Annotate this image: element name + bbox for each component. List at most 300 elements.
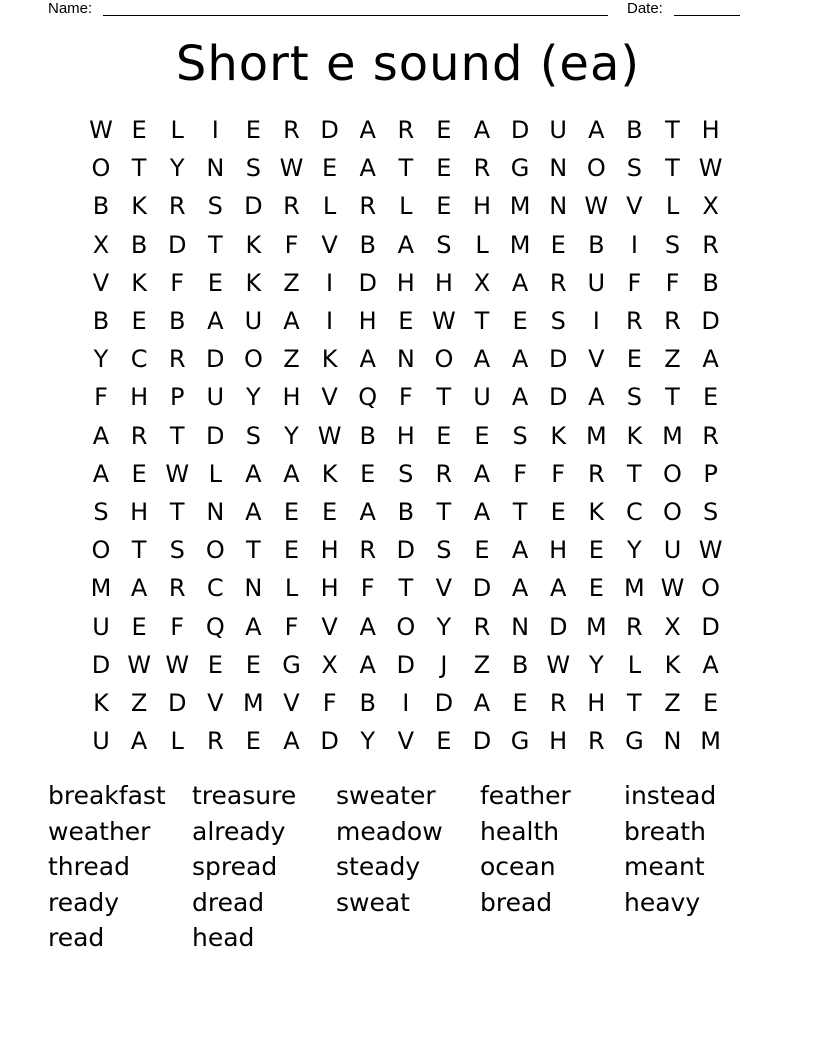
grid-letter[interactable]: Q (205, 612, 225, 641)
grid-letter[interactable]: H (701, 116, 720, 144)
grid-letter[interactable]: R (206, 727, 224, 756)
grid-letter[interactable]: Y (284, 421, 299, 450)
grid-letter[interactable]: L (284, 574, 299, 603)
grid-letter[interactable]: L (170, 116, 184, 144)
grid-letter[interactable]: I (211, 116, 219, 144)
grid-letter[interactable]: Q (358, 383, 378, 412)
grid-letter[interactable]: V (588, 345, 605, 374)
grid-letter[interactable]: F (284, 230, 299, 259)
grid-letter[interactable]: A (245, 612, 262, 641)
grid-letter[interactable]: N (244, 574, 263, 603)
grid-letter[interactable]: Y (360, 727, 376, 756)
grid-letter[interactable]: S (550, 307, 566, 335)
grid-letter[interactable]: H (549, 727, 568, 756)
grid-letter[interactable]: A (359, 345, 376, 374)
grid-letter[interactable]: D (167, 230, 187, 259)
grid-letter[interactable]: N (549, 154, 568, 183)
grid-letter[interactable]: T (665, 154, 680, 183)
grid-letter[interactable]: I (326, 268, 334, 297)
grid-letter[interactable]: A (511, 268, 529, 297)
grid-letter[interactable]: E (131, 116, 147, 144)
grid-letter[interactable]: A (511, 383, 529, 412)
grid-letter[interactable]: H (549, 536, 568, 565)
word-bank-item: weather (48, 816, 151, 846)
grid-letter[interactable]: R (359, 192, 377, 221)
grid-letter[interactable]: O (663, 459, 682, 488)
grid-letter[interactable]: Z (283, 268, 300, 297)
grid-letter[interactable]: R (397, 116, 415, 144)
grid-letter[interactable]: S (436, 230, 452, 259)
grid-letter[interactable]: S (626, 154, 642, 183)
grid-letter[interactable]: T (398, 574, 414, 603)
grid-letter[interactable]: D (434, 689, 454, 717)
grid-letter[interactable]: K (664, 650, 681, 679)
grid-letter[interactable]: O (701, 574, 721, 603)
grid-letter[interactable]: U (549, 116, 567, 144)
grid-letter[interactable]: E (436, 727, 452, 756)
grid-letter[interactable]: D (91, 650, 111, 679)
grid-letter[interactable]: A (359, 612, 376, 641)
grid-letter[interactable]: T (436, 498, 452, 526)
grid-letter[interactable]: R (473, 154, 491, 183)
grid-letter[interactable]: J (440, 650, 448, 679)
grid-letter[interactable]: D (358, 268, 377, 297)
grid-letter[interactable]: B (626, 116, 643, 144)
grid-letter[interactable]: V (321, 612, 338, 641)
grid-letter[interactable]: T (169, 498, 185, 526)
grid-letter[interactable]: N (511, 612, 530, 641)
grid-letter[interactable]: V (321, 383, 338, 412)
grid-letter[interactable]: Z (130, 689, 148, 717)
grid-letter[interactable]: A (397, 230, 414, 259)
grid-letter[interactable]: B (359, 230, 376, 259)
grid-letter[interactable]: K (626, 421, 643, 450)
grid-letter[interactable]: S (245, 421, 261, 450)
grid-letter[interactable]: T (512, 498, 528, 526)
grid-letter[interactable]: O (91, 536, 111, 565)
grid-letter[interactable]: L (627, 650, 642, 679)
grid-letter[interactable]: D (206, 421, 225, 450)
grid-letter[interactable]: D (548, 612, 568, 641)
grid-letter[interactable]: A (130, 574, 148, 603)
grid-letter[interactable]: V (92, 268, 110, 297)
grid-letter[interactable]: R (626, 307, 643, 335)
grid-letter[interactable]: S (664, 230, 681, 259)
grid-letter[interactable]: D (320, 727, 339, 756)
grid-letter[interactable]: S (93, 498, 109, 526)
grid-letter[interactable]: W (584, 192, 609, 221)
grid-letter[interactable]: A (359, 116, 376, 144)
grid-letter[interactable]: U (92, 727, 110, 756)
grid-letter[interactable]: B (359, 689, 376, 717)
grid-letter[interactable]: W (317, 421, 342, 450)
grid-letter[interactable]: R (587, 459, 605, 488)
grid-letter[interactable]: H (434, 268, 453, 297)
grid-letter[interactable]: K (321, 345, 338, 374)
grid-letter[interactable]: X (664, 612, 681, 641)
grid-letter[interactable]: E (474, 421, 490, 450)
grid-letter[interactable]: F (360, 574, 375, 603)
grid-letter[interactable]: M (585, 421, 607, 450)
grid-letter[interactable]: G (625, 727, 644, 756)
grid-letter[interactable]: E (436, 154, 452, 183)
grid-letter[interactable]: K (321, 459, 338, 488)
grid-letter[interactable]: T (169, 421, 185, 450)
grid-letter[interactable]: A (359, 154, 376, 183)
grid-letter[interactable]: T (398, 154, 414, 183)
grid-letter[interactable]: K (550, 421, 567, 450)
grid-letter[interactable]: T (436, 383, 452, 412)
grid-letter[interactable]: P (703, 459, 718, 488)
grid-letter[interactable]: E (283, 536, 300, 565)
grid-letter[interactable]: W (698, 154, 723, 183)
grid-letter[interactable]: A (549, 574, 567, 603)
grid-letter[interactable]: B (702, 268, 719, 297)
grid-letter[interactable]: X (473, 268, 491, 297)
grid-letter[interactable]: L (170, 727, 184, 756)
grid-letter[interactable]: D (396, 536, 416, 565)
grid-letter[interactable]: V (283, 689, 300, 717)
grid-letter[interactable]: A (283, 459, 300, 488)
grid-letter[interactable]: E (512, 689, 528, 717)
grid-letter[interactable]: W (279, 154, 304, 183)
grid-letter[interactable]: E (360, 459, 376, 488)
grid-letter[interactable]: E (207, 650, 223, 679)
grid-letter[interactable]: Y (169, 154, 185, 183)
grid-letter[interactable]: T (474, 307, 490, 335)
grid-letter[interactable]: R (587, 727, 605, 756)
grid-letter[interactable]: T (665, 383, 680, 412)
grid-letter[interactable]: R (702, 421, 719, 450)
grid-letter[interactable]: Y (436, 612, 452, 641)
grid-letter[interactable]: A (588, 116, 605, 144)
grid-letter[interactable]: D (472, 727, 492, 756)
grid-letter[interactable]: R (549, 268, 567, 297)
grid-letter[interactable]: F (665, 268, 680, 297)
grid-letter[interactable]: W (546, 650, 571, 679)
grid-letter[interactable]: A (92, 421, 110, 450)
grid-letter[interactable]: H (130, 498, 149, 526)
grid-letter[interactable]: W (165, 650, 190, 679)
grid-letter[interactable]: S (398, 459, 414, 488)
grid-letter[interactable]: A (473, 459, 491, 488)
grid-letter[interactable]: Y (627, 536, 642, 565)
grid-letter[interactable]: E (283, 498, 300, 526)
grid-letter[interactable]: N (206, 154, 225, 183)
grid-letter[interactable]: B (588, 230, 605, 259)
grid-letter[interactable]: A (245, 459, 262, 488)
grid-letter[interactable]: A (702, 345, 719, 374)
grid-letter[interactable]: F (170, 612, 185, 641)
grid-letter[interactable]: S (626, 383, 642, 412)
grid-letter[interactable]: R (130, 421, 148, 450)
grid-letter[interactable]: A (283, 307, 300, 335)
grid-letter[interactable]: M (624, 574, 645, 603)
grid-letter[interactable]: T (627, 689, 642, 717)
grid-letter[interactable]: X (92, 230, 110, 259)
grid-letter[interactable]: H (282, 383, 301, 412)
grid-letter[interactable]: M (662, 421, 683, 450)
grid-letter[interactable]: T (246, 536, 261, 565)
grid-letter[interactable]: N (206, 498, 225, 526)
grid-letter[interactable]: K (131, 192, 147, 221)
grid-letter[interactable]: K (245, 230, 262, 259)
grid-letter[interactable]: G (510, 154, 530, 183)
grid-letter[interactable]: A (473, 689, 491, 717)
grid-letter[interactable]: S (207, 192, 223, 221)
grid-letter[interactable]: P (169, 383, 185, 412)
word-bank (48, 778, 768, 958)
grid-letter[interactable]: A (473, 116, 491, 144)
grid-letter[interactable]: B (130, 230, 148, 259)
grid-letter[interactable]: D (472, 574, 492, 603)
word-bank-item: dread (192, 887, 265, 917)
grid-letter[interactable]: A (473, 498, 491, 526)
grid-letter[interactable]: E (207, 268, 223, 297)
grid-letter[interactable]: O (663, 498, 682, 526)
grid-letter[interactable]: E (436, 116, 452, 144)
grid-letter[interactable]: N (549, 192, 568, 221)
grid-letter[interactable]: S (169, 536, 185, 565)
grid-letter[interactable]: A (207, 307, 224, 335)
grid-letter[interactable]: W (698, 536, 723, 565)
grid-letter[interactable]: E (703, 689, 719, 717)
grid-letter[interactable]: V (435, 574, 453, 603)
grid-letter[interactable]: B (168, 307, 186, 335)
grid-letter[interactable]: L (475, 230, 489, 259)
grid-letter[interactable]: B (92, 192, 110, 221)
grid-letter[interactable]: G (282, 650, 301, 679)
grid-letter[interactable]: E (131, 459, 147, 488)
grid-letter[interactable]: T (665, 116, 680, 144)
grid-letter[interactable]: G (510, 727, 530, 756)
grid-letter[interactable]: Z (283, 345, 300, 374)
grid-letter[interactable]: L (399, 192, 413, 221)
grid-letter[interactable]: W (127, 650, 151, 679)
grid-letter[interactable]: U (587, 268, 606, 297)
grid-letter[interactable]: C (626, 498, 643, 526)
grid-letter[interactable]: O (243, 345, 263, 374)
grid-letter[interactable]: H (320, 574, 339, 603)
grid-letter[interactable]: V (397, 727, 414, 756)
grid-letter[interactable]: E (550, 230, 566, 259)
grid-letter[interactable]: F (627, 268, 642, 297)
grid-letter[interactable]: E (588, 536, 604, 565)
grid-letter[interactable]: K (588, 498, 605, 526)
grid-letter[interactable]: U (663, 536, 682, 565)
grid-letter[interactable]: H (472, 192, 492, 221)
grid-letter[interactable]: T (131, 154, 147, 183)
grid-letter[interactable]: R (283, 192, 300, 221)
grid-letter[interactable]: B (92, 307, 110, 335)
grid-letter[interactable]: D (701, 307, 720, 335)
grid-letter[interactable]: D (510, 116, 530, 144)
grid-letter[interactable]: W (165, 459, 190, 488)
grid-letter[interactable]: D (396, 650, 416, 679)
grid-letter[interactable]: D (548, 345, 568, 374)
grid-letter[interactable]: E (322, 154, 338, 183)
grid-letter[interactable]: M (509, 192, 531, 221)
grid-letter[interactable]: W (660, 574, 685, 603)
grid-letter[interactable]: D (206, 345, 225, 374)
grid-letter[interactable]: A (511, 574, 529, 603)
grid-letter[interactable]: R (168, 192, 186, 221)
grid-letter[interactable]: L (322, 192, 337, 221)
grid-letter[interactable]: B (397, 498, 415, 526)
grid-letter[interactable]: A (92, 459, 110, 488)
grid-letter[interactable]: V (626, 192, 643, 221)
grid-letter[interactable]: O (91, 154, 111, 183)
grid-letter[interactable]: Y (93, 345, 109, 374)
grid-letter[interactable]: Z (664, 345, 681, 374)
grid-letter[interactable]: R (168, 574, 186, 603)
grid-letter[interactable]: M (700, 727, 721, 756)
word-bank-item: instead (624, 781, 717, 810)
grid-letter[interactable]: Z (664, 689, 681, 717)
grid-letter[interactable]: A (511, 345, 529, 374)
grid-letter[interactable]: N (663, 727, 682, 756)
grid-letter[interactable]: E (322, 498, 338, 526)
grid-letter[interactable]: E (245, 650, 261, 679)
grid-letter[interactable]: S (702, 498, 719, 526)
grid-letter[interactable]: Y (588, 650, 604, 679)
date-label: Date: (627, 0, 663, 17)
grid-letter[interactable]: M (509, 230, 531, 259)
grid-letter[interactable]: E (245, 116, 261, 144)
grid-letter[interactable]: R (664, 307, 681, 335)
grid-letter[interactable]: O (396, 612, 416, 641)
grid-letter[interactable]: H (396, 268, 415, 297)
grid-letter[interactable]: T (207, 230, 223, 259)
grid-letter[interactable]: A (702, 650, 719, 679)
worksheet-header (48, 0, 740, 18)
grid-letter[interactable]: X (702, 192, 719, 221)
grid-letter[interactable]: E (131, 307, 147, 335)
grid-letter[interactable]: D (244, 192, 263, 221)
grid-letter[interactable]: E (245, 727, 261, 756)
grid-letter[interactable]: S (512, 421, 528, 450)
grid-letter[interactable]: H (358, 307, 377, 335)
grid-letter[interactable]: F (513, 459, 527, 488)
grid-letter[interactable]: U (473, 383, 491, 412)
grid-letter[interactable]: D (167, 689, 187, 717)
grid-letter[interactable]: I (402, 689, 410, 717)
grid-letter[interactable]: H (396, 421, 415, 450)
grid-letter[interactable]: N (396, 345, 415, 374)
grid-letter[interactable]: X (321, 650, 338, 679)
grid-letter[interactable]: U (92, 612, 110, 641)
grid-letter[interactable]: O (205, 536, 225, 565)
grid-letter[interactable]: I (630, 230, 638, 259)
grid-letter[interactable]: T (627, 459, 642, 488)
grid-letter[interactable]: K (245, 268, 262, 297)
grid-letter[interactable]: H (320, 536, 339, 565)
grid-letter[interactable]: K (131, 268, 147, 297)
grid-letter[interactable]: E (436, 192, 452, 221)
grid-letter[interactable]: D (548, 383, 568, 412)
grid-letter[interactable]: M (585, 612, 607, 641)
grid-letter[interactable]: T (131, 536, 147, 565)
grid-letter[interactable]: I (326, 307, 334, 335)
grid-letter[interactable]: R (702, 230, 719, 259)
grid-letter[interactable]: C (206, 574, 224, 603)
grid-letter[interactable]: D (701, 612, 720, 641)
grid-letter[interactable]: F (551, 459, 566, 488)
grid-letter[interactable]: R (626, 612, 643, 641)
word-bank-item: ocean (480, 852, 556, 881)
date-blank-line[interactable] (674, 15, 740, 16)
grid-letter[interactable]: A (588, 383, 605, 412)
grid-letter[interactable]: W (432, 307, 456, 335)
grid-letter[interactable]: R (283, 116, 300, 144)
grid-letter[interactable]: A (511, 536, 529, 565)
grid-letter[interactable]: E (550, 498, 566, 526)
grid-letter[interactable]: V (207, 689, 224, 717)
word-bank-item: read (48, 923, 105, 952)
grid-letter[interactable]: E (588, 574, 604, 603)
grid-letter[interactable]: E (703, 383, 719, 412)
grid-letter[interactable]: A (473, 345, 491, 374)
grid-letter[interactable]: D (320, 116, 339, 144)
grid-letter[interactable]: R (473, 612, 491, 641)
grid-letter[interactable]: A (359, 498, 376, 526)
grid-letter[interactable]: S (245, 154, 261, 183)
grid-letter[interactable]: Z (473, 650, 491, 679)
grid-letter[interactable]: F (170, 268, 185, 297)
grid-letter[interactable]: O (586, 154, 606, 183)
grid-letter[interactable]: R (359, 536, 377, 565)
grid-letter[interactable]: E (398, 307, 414, 335)
grid-letter[interactable]: M (243, 689, 264, 717)
grid-letter[interactable]: I (592, 307, 600, 335)
grid-letter[interactable]: O (434, 345, 454, 374)
grid-letter[interactable]: R (435, 459, 453, 488)
grid-letter[interactable]: W (89, 116, 113, 144)
grid-letter[interactable]: E (131, 612, 147, 641)
word-bank-item: treasure (192, 781, 297, 810)
grid-letter[interactable]: F (284, 612, 299, 641)
grid-letter[interactable]: Y (246, 383, 261, 412)
grid-letter[interactable]: U (244, 307, 263, 335)
grid-letter[interactable]: A (245, 498, 262, 526)
grid-letter[interactable]: R (549, 689, 567, 717)
grid-letter[interactable]: A (283, 727, 300, 756)
grid-letter[interactable]: L (208, 459, 222, 488)
grid-letter[interactable]: F (322, 689, 337, 717)
grid-letter[interactable]: F (398, 383, 413, 412)
grid-letter[interactable]: U (206, 383, 225, 412)
grid-letter[interactable]: B (511, 650, 529, 679)
grid-letter[interactable]: L (665, 192, 680, 221)
grid-letter[interactable]: H (130, 383, 149, 412)
grid-letter[interactable]: A (130, 727, 148, 756)
grid-letter[interactable]: E (436, 421, 452, 450)
grid-letter[interactable]: B (359, 421, 376, 450)
grid-letter[interactable]: E (626, 345, 642, 374)
grid-letter[interactable]: K (93, 689, 109, 717)
grid-letter[interactable]: E (512, 307, 528, 335)
grid-letter[interactable]: H (587, 689, 606, 717)
grid-letter[interactable]: E (474, 536, 490, 565)
grid-letter[interactable]: F (94, 383, 108, 412)
grid-letter[interactable]: M (90, 574, 112, 603)
grid-letter[interactable]: C (130, 345, 148, 374)
grid-letter[interactable]: A (359, 650, 376, 679)
grid-letter[interactable]: S (436, 536, 452, 565)
grid-letter[interactable]: V (321, 230, 338, 259)
grid-letter[interactable]: R (168, 345, 186, 374)
name-blank-line[interactable] (103, 15, 608, 16)
